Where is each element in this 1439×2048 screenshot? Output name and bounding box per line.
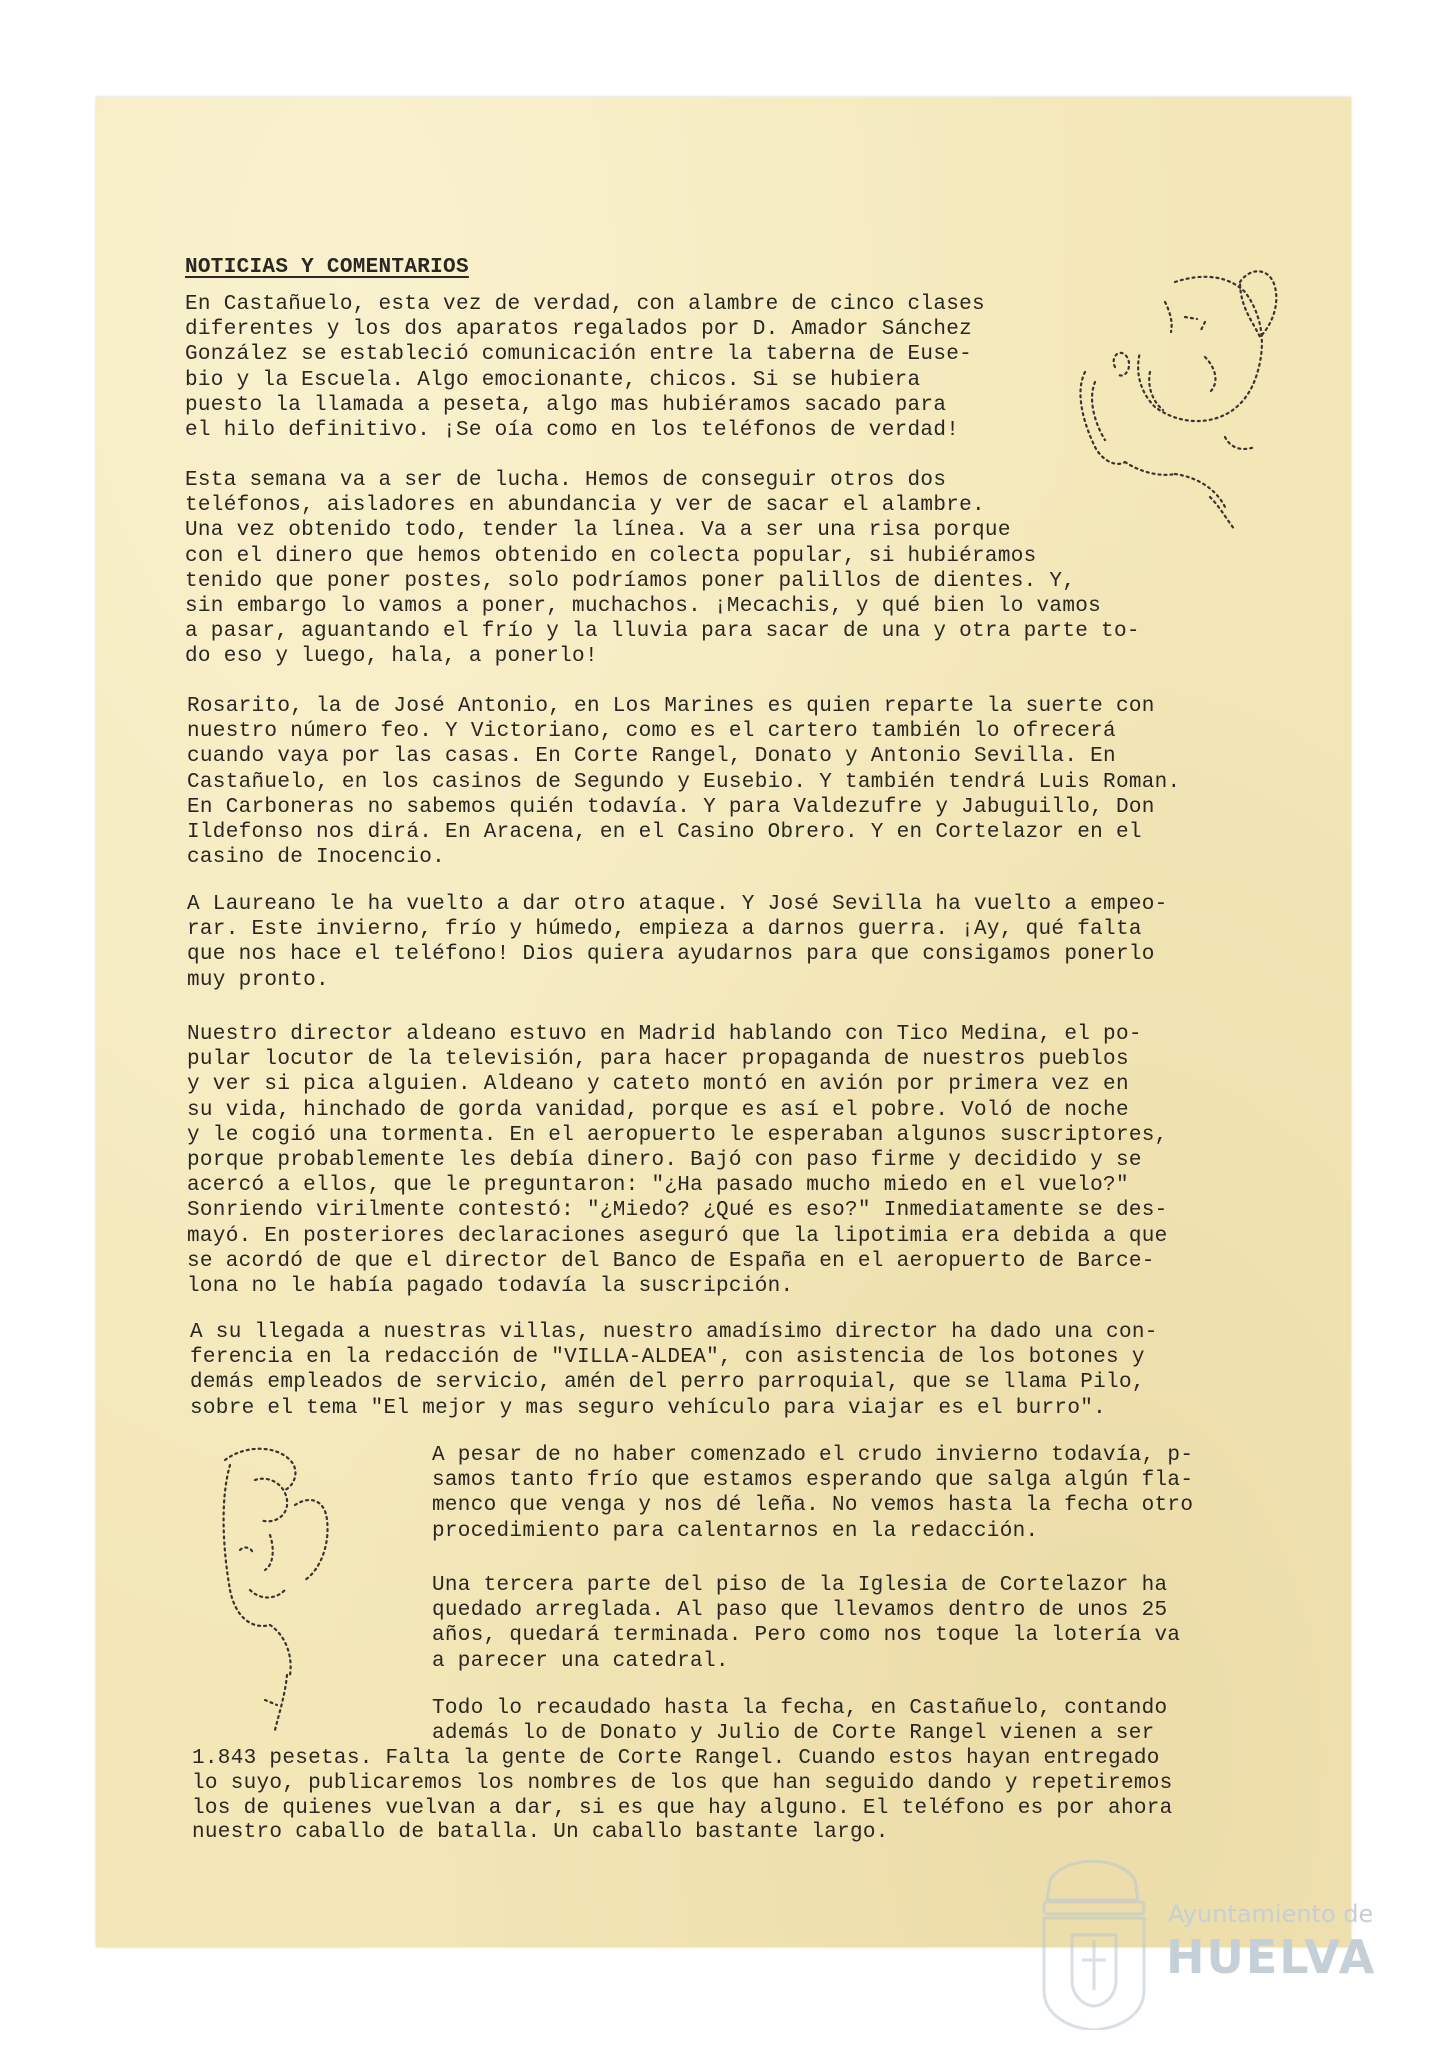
paragraph-invierno: A pesar de no haber comenzado el crudo invierno todavía, p- samos tanto frío que estamos esperando que salga algún fla- menco que venga y nos dé leña. No vemos hasta la fecha otro procedimiento para calentarnos en la redacción. [432, 1444, 1194, 1543]
paragraph-recaudado-total: 1.843 pesetas. Falta la gente de Corte Rangel. Cuando estos hayan entregado lo suyo, publicaremos los nombres de los que han seguido dando y repetiremos los de quienes vuelvan a dar, si es que hay alguno. El teléfono es por ahora nuestro caballo de batalla. Un caballo bastante largo. [192, 1747, 1173, 1845]
paragraph-reparto-loteria: Rosarito, la de José Antonio, en Los Marines es quien reparte la suerte con nuestro número feo. Y Victoriano, como es el cartero también lo ofrecerá cuando vaya por las casas. En Corte Rangel, Donato y Antonio Sevilla. En Castañuelo, en los casinos de Segundo y Eusebio. Y también tendrá Luis Roman. En Carboneras no sabemos quién todavía. Y para Valdezufre y Jabuguillo, Don Ildefonso nos dirá. En Aracena, en el Casino Obrero. Y en Cortelazor en el casino de Inocencio. [187, 695, 1181, 870]
document-title: NOTICIAS Y COMENTARIOS [185, 256, 469, 279]
watermark-line1: Ayuntamiento de [1168, 1900, 1374, 1928]
paragraph-enfermos: A Laureano le ha vuelto a dar otro ataque. Y José Sevilla ha vuelto a empeo- rar. Este invierno, frío y húmedo, empieza a darnos guerra. ¡Ay, qué falta que nos hace el teléfono! Dios quiera ayudarnos para que consigamos ponerlo muy pronto. [187, 893, 1168, 992]
face-sketch-icon [215, 1440, 390, 1740]
paragraph-telefono-castanuelo: En Castañuelo, esta vez de verdad, con alambre de cinco clases diferentes y los dos aparatos regalados por D. Amador Sánchez González se estableció comunicación entre la taberna de Euse- bio y la Escuela. Algo emocionante, chicos. Si se hubiera puesto la llamada a peseta, algo mas hubiéramos sacado para el hilo definitivo. ¡Se oía como en los teléfonos de verdad! [185, 293, 985, 443]
paragraph-conferencia: A su llegada a nuestras villas, nuestro amadísimo director ha dado una con- ferencia en la redacción de "VILLA-ALDEA", con asistencia de los botones y demás empleados de servicio, amén del perro parroquial, que se llama Pilo, sobre el tema "El mejor y mas seguro vehículo para viajar es el burro". [190, 1321, 1158, 1420]
paragraph-semana-de-lucha: Esta semana va a ser de lucha. Hemos de conseguir otros dos teléfonos, aisladores en abundancia y ver de sacar el alambre. Una vez obtenido todo, tender la línea. Va a ser una risa porque con el dinero que hemos obtenido en colecta popular, si hubiéramos tenido que poner postes, solo podríamos poner palillos de dientes. Y, sin embargo lo vamos a poner, muchachos. ¡Mecachis, y qué bien lo vamos a pasar, aguantando el frío y la lluvia para sacar de una y otra parte to- do eso y luego, hala, a ponerlo! [185, 469, 1140, 669]
telephone-sketch-icon [1055, 262, 1305, 542]
watermark-line2: HUELVA [1166, 1930, 1377, 1984]
paragraph-iglesia-cortelazor: Una tercera parte del piso de la Iglesia de Cortelazor ha quedado arreglada. Al paso que llevamos dentro de unos 25 años, quedará terminada. Pero como nos toque la lotería va a parecer una catedral. [432, 1574, 1181, 1673]
paragraph-director-madrid: Nuestro director aldeano estuvo en Madrid hablando con Tico Medina, el po- pular locutor de la televisión, para hacer propaganda de nuestros pueblos y ver si pica alguien. Aldeano y cateto montó en avión por primera vez en su vida, hinchado de gorda vanidad, porque es así el pobre. Voló de noche y le cogió una tormenta. En el aeropuerto le esperaban algunos suscriptores, porque probablemente les debía dinero. Bajó con paso firme y decidido y se acercó a ellos, que le preguntaron: "¿Ha pasado mucho miedo en el vuelo?" Sonriendo virilmente contestó: "¿Miedo? ¿Qué es eso?" Inmediatamente se des- mayó. En posteriores declaraciones aseguró que la lipotimia era debida a que se acordó de que el director del Banco de España en el aeropuerto de Barce- lona no le había pagado todavía la suscripción. [187, 1023, 1168, 1299]
paragraph-recaudado-intro: Todo lo recaudado hasta la fecha, en Castañuelo, contando además lo de Donato y Julio de Corte Rangel vienen a ser [432, 1697, 1168, 1745]
